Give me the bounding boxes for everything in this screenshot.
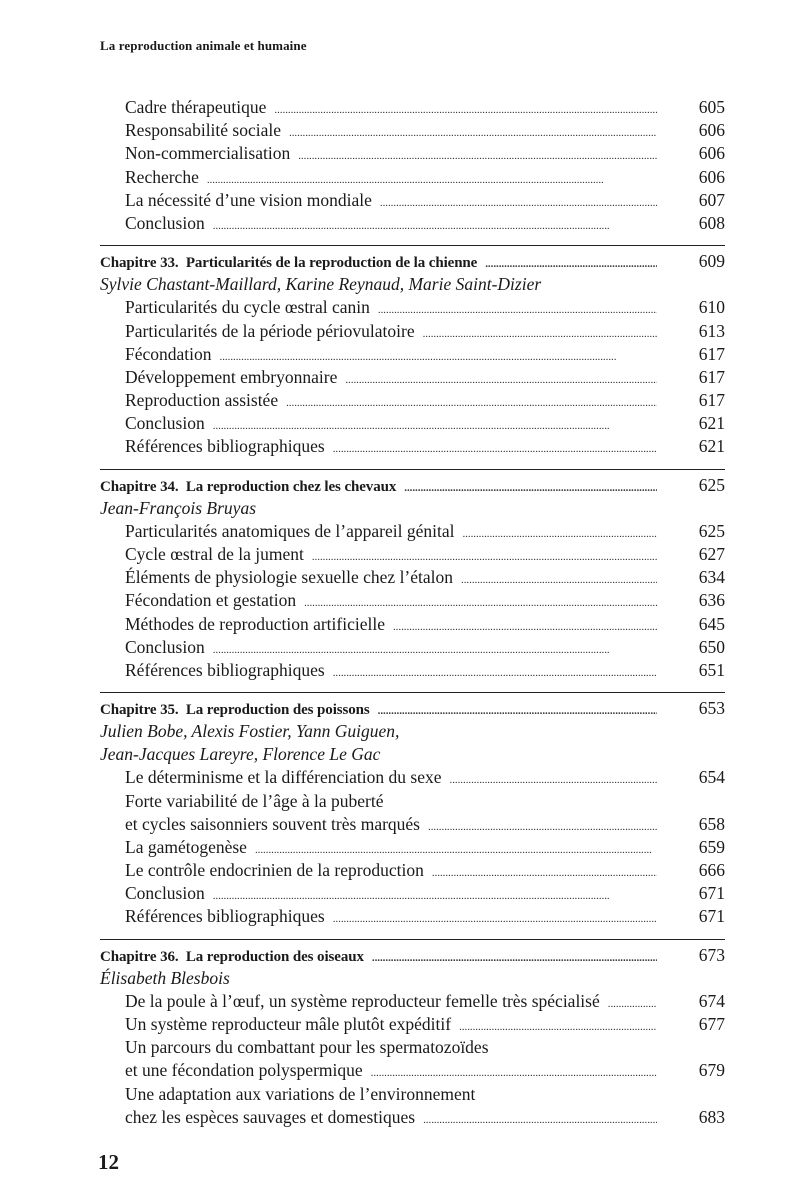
dot-leader: [423, 323, 657, 346]
toc-entry-page: 683: [698, 1106, 725, 1127]
toc-entry-title: Références bibliographiques: [125, 906, 325, 927]
toc-entry-title: Conclusion: [125, 636, 205, 657]
chapter-heading[interactable]: [100, 250, 725, 273]
toc-entry-title: Fécondation: [125, 343, 212, 364]
toc-entry-page: 666: [698, 860, 725, 881]
chapter-authors: Élisabeth Blesbois: [100, 967, 230, 988]
toc-entry-line[interactable]: [100, 520, 725, 543]
toc-entry-page: 613: [698, 320, 725, 341]
dot-leader: [459, 1016, 657, 1039]
toc-entry-line[interactable]: [100, 636, 725, 659]
toc-entry-title: Références bibliographiques: [125, 659, 325, 680]
toc-entry-page: 654: [698, 767, 725, 788]
toc-entry-line[interactable]: [100, 882, 725, 905]
toc-entry-line[interactable]: [100, 166, 725, 189]
toc-entry-title: Cycle œstral de la jument: [125, 544, 304, 564]
dot-leader: [378, 299, 657, 322]
dot-leader: [404, 477, 657, 500]
chapter-name: La reproduction des poissons: [185, 702, 370, 719]
dot-leader: [462, 523, 657, 546]
toc-entry-line[interactable]: [100, 543, 725, 566]
toc-entry-line[interactable]: [100, 189, 725, 212]
toc-entry-title: Non-commercialisation: [125, 143, 291, 164]
toc-entry-page: 606: [698, 143, 725, 164]
toc-entry-line[interactable]: [100, 142, 725, 165]
toc-entry-page: 617: [698, 343, 725, 364]
toc-entry-page: 677: [698, 1014, 725, 1034]
toc-entry-line[interactable]: [100, 859, 725, 882]
toc-entry-title: Recherche: [125, 166, 199, 187]
toc-entry-page: 617: [698, 390, 725, 411]
toc-entry-page: 636: [698, 590, 725, 611]
chapter-name: La reproduction chez les chevaux: [185, 478, 397, 495]
dot-leader: [423, 1109, 657, 1132]
toc-entry-title: Fécondation et gestation: [125, 590, 297, 611]
chapter-authors: Julien Bobe, Alexis Fostier, Yann Guiguen,: [100, 721, 400, 742]
toc-entry-title: Le contrôle endocrinien de la reproduction: [125, 860, 424, 881]
dot-leader: [286, 392, 657, 415]
toc-entry-page: 645: [698, 613, 725, 634]
toc-entry-title: Reproduction assistée: [125, 390, 279, 411]
toc-entry-line[interactable]: [100, 320, 725, 343]
toc-entry-line[interactable]: [100, 212, 725, 235]
toc-entry-page: 671: [698, 906, 725, 927]
toc-entry-line[interactable]: [100, 1013, 725, 1036]
toc-entry-page: 658: [698, 813, 725, 834]
chapter-page: 653: [698, 698, 725, 719]
toc-entry-line[interactable]: [100, 613, 725, 636]
toc-entry-page: 651: [698, 659, 725, 680]
toc-entry-title: et cycles saisonniers souvent très marqués: [125, 813, 420, 834]
dot-leader: [461, 569, 657, 592]
toc-entry-page: 625: [698, 520, 725, 541]
toc-entry-title: La gamétogenèse: [125, 836, 247, 857]
dot-leader: [432, 862, 657, 885]
intro-entry-list: [100, 96, 725, 235]
toc-entry-title-line: Une adaptation aux variations de l’environnement: [125, 1083, 476, 1104]
toc-entry-line[interactable]: [100, 589, 725, 612]
chapter-title: [100, 946, 364, 969]
toc-entry-line[interactable]: [100, 412, 725, 435]
dot-leader: [333, 908, 657, 931]
toc-entry-page: 634: [698, 567, 725, 588]
chapter-name: La reproduction des oiseaux: [185, 948, 364, 965]
chapter-heading[interactable]: [100, 697, 725, 720]
chapter-title: [100, 252, 477, 275]
toc-entry-title: De la poule à l’œuf, un système reproducteur femelle très spécialisé: [125, 990, 600, 1011]
toc-entry-title: chez les espèces sauvages et domestiques: [125, 1106, 416, 1127]
toc-entry-line[interactable]: [100, 119, 725, 142]
toc-entry-title: Particularités anatomiques de l’appareil génital: [125, 520, 455, 541]
dot-leader: [380, 192, 657, 215]
toc-entry-page: 607: [698, 189, 725, 210]
chapter-block: [100, 939, 725, 1129]
toc-entry-page: 671: [698, 883, 725, 904]
toc-entry-line[interactable]: [100, 1059, 725, 1082]
toc-entry-title: Particularités du cycle œstral canin: [125, 297, 370, 318]
toc-entry-title: Conclusion: [125, 212, 205, 233]
chapter-page: 609: [698, 251, 725, 272]
toc-entry-title: Responsabilité sociale: [125, 120, 282, 141]
toc-entry-line[interactable]: [100, 905, 725, 928]
toc-entry-page: 621: [698, 436, 725, 457]
chapter-label: Chapitre 34.: [100, 478, 179, 495]
chapter-block: [100, 245, 725, 459]
chapter-heading[interactable]: [100, 944, 725, 967]
toc-entry-line[interactable]: [100, 659, 725, 682]
toc-entry-line[interactable]: [100, 96, 725, 119]
chapter-label: Chapitre 33.: [100, 255, 179, 272]
toc-entry-line[interactable]: [100, 296, 725, 319]
chapter-list: [100, 245, 725, 1129]
toc-entry-title: Cadre thérapeutique: [125, 97, 267, 117]
toc-entry-title: Particularités de la période périovulatoire: [125, 320, 415, 341]
dot-leader: [213, 215, 657, 238]
chapter-page: 673: [698, 944, 725, 965]
toc-entry-title-line: Forte variabilité de l’âge à la puberté: [125, 790, 384, 811]
dot-leader: [333, 662, 657, 685]
toc-entry-page: 659: [698, 836, 725, 857]
toc-entry-line[interactable]: [100, 566, 725, 589]
chapter-authors: Jean-François Bruyas: [100, 497, 257, 518]
dot-leader: [450, 769, 658, 792]
toc-entry-title: et une fécondation polyspermique: [125, 1060, 363, 1081]
toc-entry-title: Éléments de physiologie sexuelle chez l’étalon: [125, 567, 454, 588]
toc-entry-page: 617: [698, 366, 725, 387]
toc-entry-line[interactable]: [100, 389, 725, 412]
dot-leader: [333, 438, 657, 461]
dot-leader: [298, 145, 657, 168]
toc-entry-line[interactable]: [100, 990, 725, 1013]
toc-entry-page: 650: [698, 636, 725, 657]
toc-entry-line[interactable]: [100, 343, 725, 366]
toc-entry-title-line: Un parcours du combattant pour les spermatozoïdes: [125, 1037, 489, 1058]
toc-entry-title: Méthodes de reproduction artificielle: [125, 613, 385, 634]
toc-entry-title: Développement embryonnaire: [125, 366, 338, 387]
toc-entry-page: 679: [698, 1060, 725, 1081]
toc-entry-page: 621: [698, 413, 725, 434]
chapter-block: [100, 469, 725, 683]
dot-leader: [289, 122, 657, 145]
toc-entry-page: 627: [698, 544, 725, 564]
toc-entry-title: Le déterminisme et la différenciation du sexe: [125, 767, 442, 788]
running-head: La reproduction animale et humaine: [100, 38, 307, 53]
dot-leader: [608, 993, 657, 1016]
toc-entry-line[interactable]: [100, 1106, 725, 1129]
toc-entry-line[interactable]: [100, 813, 725, 836]
dot-leader: [393, 616, 657, 639]
toc-entry-line[interactable]: [100, 366, 725, 389]
toc-entry-line[interactable]: [100, 766, 725, 789]
page-number: 12: [98, 1150, 119, 1174]
dot-leader: [428, 816, 657, 839]
chapter-heading[interactable]: [100, 474, 725, 497]
chapter-authors: Sylvie Chastant-Maillard, Karine Reynaud, Marie Saint-Dizier: [100, 274, 542, 295]
table-of-contents: [100, 96, 725, 1129]
chapter-title: [100, 476, 396, 499]
chapter-authors: Jean-Jacques Lareyre, Florence Le Gac: [100, 744, 381, 765]
chapter-label: Chapitre 36.: [100, 948, 179, 965]
toc-entry-page: 605: [698, 97, 725, 117]
toc-entry-page: 674: [698, 990, 725, 1011]
toc-entry-title: Conclusion: [125, 413, 205, 434]
toc-entry-title: Références bibliographiques: [125, 436, 325, 457]
toc-entry-line[interactable]: [100, 836, 725, 859]
chapter-name: Particularités de la reproduction de la chienne: [185, 255, 478, 272]
dot-leader: [378, 700, 657, 723]
toc-entry-page: 608: [698, 212, 725, 233]
toc-entry-line[interactable]: [100, 435, 725, 458]
dot-leader: [372, 947, 657, 970]
chapter-page: 625: [698, 474, 725, 495]
chapter-label: Chapitre 35.: [100, 702, 179, 719]
chapter-block: [100, 692, 725, 929]
dot-leader: [345, 369, 657, 392]
toc-entry-page: 606: [698, 166, 725, 187]
toc-entry-title: La nécessité d’une vision mondiale: [125, 189, 372, 210]
dot-leader: [274, 99, 657, 122]
toc-entry-title: Conclusion: [125, 883, 205, 904]
toc-entry-page: 606: [698, 120, 725, 141]
toc-entry-title: Un système reproducteur mâle plutôt expéditif: [125, 1014, 452, 1034]
chapter-title: [100, 699, 370, 722]
toc-entry-page: 610: [698, 297, 725, 318]
